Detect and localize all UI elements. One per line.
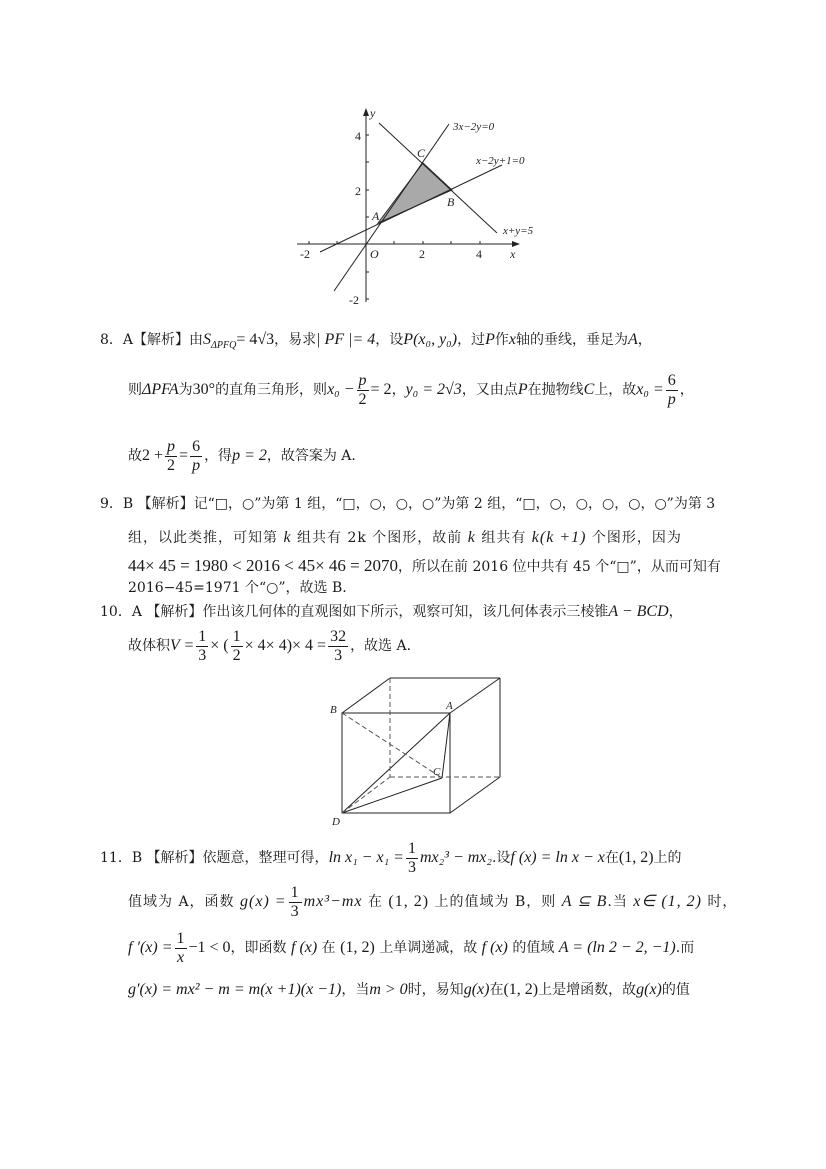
q9-line1: 9．B 【解析】记“□，○”为第 1 组，“□，○，○，○”为第 2 组，“□，○，○，○，○，○”为第 3 [100, 496, 716, 512]
denominator: 2 [232, 646, 241, 664]
line-x-2y+1-0 [320, 165, 502, 252]
denominator: 2 [167, 456, 176, 474]
text: ， [679, 382, 694, 399]
text: 故体积 [128, 638, 170, 655]
fraction [357, 372, 369, 408]
text: ，得 [204, 448, 233, 465]
text: ，故答案为 A. [266, 448, 356, 465]
vertex-label-c: C [433, 766, 441, 778]
q11-line2 [128, 884, 737, 920]
fraction [289, 884, 302, 920]
q9-line3 [128, 556, 721, 576]
fraction [666, 372, 678, 408]
text: 组共有 [481, 530, 527, 546]
q8-point-p: P(x₀, y₀) [403, 331, 458, 348]
numerator: 1 [290, 884, 300, 901]
math: k [467, 529, 476, 546]
math: f (x) = ln x − x [510, 849, 605, 867]
text: 则 [128, 382, 142, 399]
x-tick-label: 4 [476, 247, 482, 261]
q8-t6: ， [637, 332, 652, 348]
q11-line4 [128, 980, 690, 999]
math: (1, 2) [503, 981, 539, 998]
pyramid-edge-ac [442, 713, 450, 778]
text: 为 [178, 382, 193, 399]
text: ，即函数 [230, 940, 287, 957]
text: ，又由点 [461, 382, 518, 399]
fraction [406, 840, 418, 876]
text: .当 [607, 894, 628, 911]
line-label: x−2y+1=0 [476, 155, 525, 167]
q10-line1 [100, 602, 683, 621]
math: C [583, 381, 595, 399]
text: 在抛物线 [527, 382, 584, 399]
math: g(x) [636, 981, 662, 998]
math: (1, 2) [340, 939, 375, 957]
q9-line2 [128, 528, 682, 547]
denominator: 3 [290, 902, 300, 920]
y-tick-label: 4 [355, 129, 361, 143]
math: ln x₁ − x₁ = [328, 849, 404, 867]
text: 组，以此类推，可知第 [128, 530, 278, 546]
q8-s-label: S [203, 331, 212, 348]
math: k(k +1) [531, 529, 587, 546]
text: 的值 [661, 982, 690, 998]
math: (1, 2) [618, 849, 654, 867]
denominator: p [667, 390, 676, 408]
hidden-edge [342, 777, 390, 813]
feasible-region [378, 163, 452, 223]
math: P [517, 381, 528, 399]
math: f (x) [481, 939, 508, 957]
text: 上单调递减，故 [379, 940, 478, 957]
text: 在 [321, 940, 336, 957]
line-3x-2y-0 [334, 124, 449, 291]
denominator: 3 [198, 646, 207, 664]
q8-t2: ，设 [375, 332, 404, 348]
q8-t1: ，易求 [274, 332, 317, 348]
x-tick-label: 2 [419, 247, 425, 261]
y-tick-label: -2 [349, 293, 359, 307]
math: y₀ = 2√3 [405, 381, 462, 399]
math: f ′(x) = [128, 939, 173, 957]
math: mx₂³ − mx₂ [419, 849, 492, 867]
text: 上的值域为 B，则 [434, 894, 557, 911]
fraction [328, 628, 348, 664]
text: 组共有 2k 个图形，故前 [297, 530, 463, 546]
pyramid-edge-dc [342, 778, 442, 813]
q8-line1 [100, 330, 652, 352]
math: mx³−mx [303, 893, 363, 911]
text: 时，易知 [407, 982, 464, 998]
text: 故 [128, 448, 142, 465]
math: A − BCD [608, 603, 669, 620]
math: 2 + [142, 447, 164, 465]
text: 11．B 【解析】依题意，整理可得， [100, 850, 329, 867]
fraction [231, 628, 243, 664]
math: x₀ = [636, 381, 664, 399]
text: 上，故 [594, 382, 637, 399]
fraction [165, 438, 177, 474]
point-label-a: A [372, 209, 380, 223]
q8-x: x [508, 331, 516, 348]
q8-s-sub: ΔPFQ [211, 339, 237, 351]
q8-line3 [128, 438, 356, 474]
hidden-edge-bc [342, 713, 442, 778]
text: 时， [707, 894, 738, 911]
denominator: x [176, 948, 185, 966]
q10-line2 [128, 628, 411, 664]
text: ，故选 A. [350, 638, 412, 655]
math: 44× 45 = 1980 < 2016 < 45× 46 = 2070 [128, 556, 399, 575]
math: x∈ (1, 2) [633, 893, 702, 911]
text: 在 [604, 850, 619, 867]
numerator: 6 [192, 438, 201, 455]
x-tick-label: -2 [300, 247, 310, 261]
cube-edge [342, 678, 390, 713]
denominator: p [192, 456, 201, 474]
math: −1 < 0 [188, 939, 231, 957]
math: A ⊆ B [561, 893, 608, 911]
y-axis-arrow [363, 108, 369, 116]
text: 上的 [653, 850, 682, 867]
numerator: 6 [667, 372, 676, 389]
text: ，当 [341, 982, 370, 998]
denominator: 2 [358, 390, 367, 408]
vertex-label-b: B [330, 704, 337, 716]
q8-t5: 轴的垂线，垂足为 [515, 332, 628, 348]
numerator: 32 [330, 628, 347, 645]
math: = [179, 447, 189, 465]
q8-line2 [128, 372, 694, 408]
cube-edge [450, 777, 500, 813]
text: ， [391, 382, 406, 399]
q8-lead: 8．A【解析】由 [100, 332, 204, 348]
q8-a: A [627, 331, 638, 348]
numerator: 1 [407, 840, 416, 857]
text: 个图形，因为 [591, 530, 682, 546]
text: 值域为 A，函数 [128, 894, 235, 911]
numerator: 1 [232, 628, 241, 645]
numerator: 1 [198, 628, 207, 645]
math: x₀ − [327, 381, 355, 399]
math: g(x) [463, 981, 490, 998]
math: f (x) [291, 939, 318, 957]
cube-edge [450, 678, 500, 713]
axis-ticks [309, 135, 480, 299]
pyramid-edge-da [342, 713, 450, 813]
math: m > 0 [369, 981, 408, 998]
numerator: p [167, 438, 176, 455]
q11-line1 [100, 840, 682, 876]
text: ，所以在前 2016 位中共有 45 个“□”，从而可知有 [398, 559, 721, 575]
q11-line3 [128, 930, 694, 966]
math: k [283, 529, 292, 546]
text: 10．A 【解析】作出该几何体的直观图如下所示，观察可知，该几何体表示三棱锥 [100, 604, 609, 620]
y-axis-label: y [370, 106, 376, 120]
linear-region-figure [290, 100, 550, 310]
numerator: 1 [176, 930, 185, 947]
point-label-b: B [447, 195, 455, 209]
text: 在 [367, 894, 383, 911]
vertex-label-a: A [446, 700, 453, 712]
text: .而 [675, 940, 695, 957]
x-axis-label: x [510, 247, 516, 261]
cube-pyramid-figure [320, 665, 520, 835]
math: V = [170, 637, 195, 655]
fraction [196, 628, 208, 664]
text: .设 [491, 850, 511, 867]
text: 上是增函数，故 [538, 982, 637, 998]
point-label-c: C [417, 146, 426, 160]
denominator: 3 [334, 646, 343, 664]
math: p = 2 [232, 447, 267, 465]
q8-t4: 作 [494, 332, 509, 348]
q8-p2: P [485, 331, 495, 348]
math: ΔPFA [142, 381, 179, 399]
math: A = (ln 2 − 2, −1) [558, 939, 676, 957]
math: = 2 [370, 381, 392, 399]
line-label: x+y=5 [503, 225, 534, 237]
vertex-label-d: D [332, 816, 340, 828]
math: × ( [210, 637, 229, 655]
y-tick-label: 2 [355, 184, 361, 198]
q8-pf: | PF |= 4 [316, 331, 376, 348]
text: ， [668, 604, 683, 620]
origin-label: O [370, 247, 379, 261]
line-label: 3x−2y=0 [453, 121, 495, 133]
math: g(x) = [240, 893, 287, 911]
text: 的直角三角形，则 [215, 382, 328, 399]
q9-line4: 2016−45=1971 个“○”，故选 B. [128, 580, 347, 596]
q8-t3: ，过 [457, 332, 486, 348]
math: × 4× 4)× 4 = [244, 637, 327, 655]
fraction [190, 438, 202, 474]
text: 的值域 [512, 940, 555, 957]
q8-eq1: = 4√3 [236, 331, 275, 348]
math: 30° [192, 381, 216, 399]
denominator: 3 [407, 858, 416, 876]
math: g′(x) = mx² − m = m(x +1)(x −1) [128, 981, 342, 998]
text: 在 [489, 982, 504, 998]
numerator: p [358, 372, 367, 389]
math: (1, 2) [388, 893, 430, 911]
fraction [175, 930, 187, 966]
